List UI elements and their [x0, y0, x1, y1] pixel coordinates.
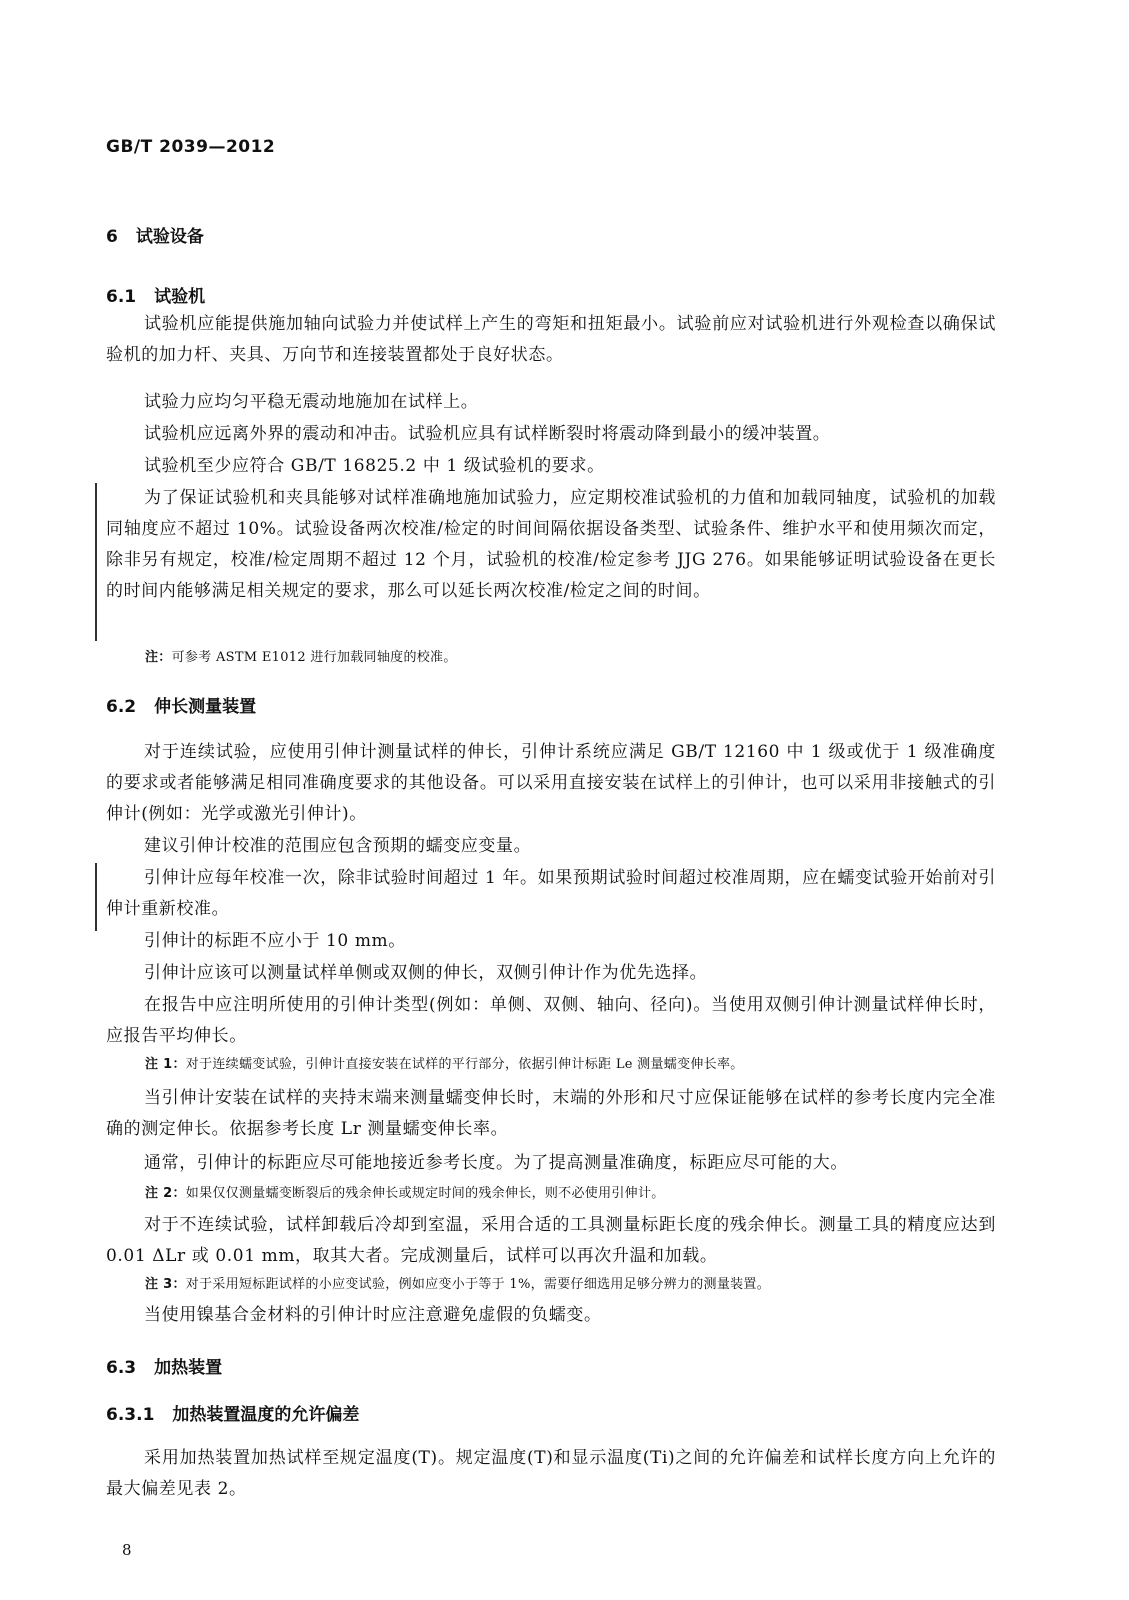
- section-title: 加热装置温度的允许偏差: [172, 1405, 360, 1425]
- revision-bar: [95, 863, 97, 931]
- section-6-3-heading: [106, 1353, 222, 1378]
- section-title: 加热装置: [154, 1358, 223, 1378]
- paragraph: 采用加热装置加热试样至规定温度(T)。规定温度(T)和显示温度(Ti)之间的允许偏差和试样长度方向上允许的最大偏差见表 2。: [106, 1448, 996, 1499]
- note-text: 可参考 ASTM E1012 进行加载同轴度的校准。: [171, 650, 457, 665]
- section-number: 6.2: [106, 697, 137, 717]
- note-text: 如果仅仅测量蠕变断裂后的残余伸长或规定时间的残余伸长，则不必使用引伸计。: [185, 1186, 665, 1201]
- note-text: 对于连续蠕变试验，引伸计直接安装在试样的平行部分，依据引伸计标距 Le 测量蠕变伸长率。: [185, 1057, 744, 1072]
- paragraph: 为了保证试验机和夹具能够对试样准确地施加试验力，应定期校准试验机的力值和加载同轴度，试验机的加载同轴度应不超过 10%。试验设备两次校准/检定的时间间隔依据设备类型、试验条件、维护水平和使用频次而定，除非另有规定，校准/检定周期不超过 12 个月，试验机的校准/检定参考 JJG 276。如果能够证明试验设备在更长的时间内能够满足相关规定的要求，那么可以延长两次校准/检定之间的时间。: [106, 488, 996, 601]
- paragraph: 当使用镍基合金材料的引伸计时应注意避免虚假的负蠕变。: [144, 1305, 602, 1325]
- standard-header: GB/T 2039—2012: [106, 137, 276, 157]
- paragraph: 对于连续试验，应使用引伸计测量试样的伸长，引伸计系统应满足 GB/T 12160 中 1 级或优于 1 级准确度的要求或者能够满足相同准确度要求的其他设备。可以采用直接安装在试样上的引伸计，也可以采用非接触式的引伸计(例如：光学或激光引伸计)。: [106, 742, 996, 824]
- note-3: [145, 1275, 995, 1295]
- note-text: 对于采用短标距试样的小应变试验，例如应变小于等于 1%，需要仔细选用足够分辨力的测量装置。: [185, 1277, 771, 1292]
- paragraph: 对于不连续试验，试样卸载后冷却到室温，采用合适的工具测量标距长度的残余伸长。测量工具的精度应达到 0.01 ΔLr 或 0.01 mm，取其大者。完成测量后，试样可以再次升温和加载。: [106, 1215, 996, 1266]
- note-1: [145, 1055, 995, 1075]
- note-2: [145, 1184, 995, 1204]
- note-label: 注 2：: [145, 1186, 186, 1201]
- section-title: 伸长测量装置: [154, 697, 257, 717]
- paragraph: 建议引伸计校准的范围应包含预期的蠕变应变量。: [144, 836, 532, 856]
- section-number: 6.1: [106, 287, 137, 307]
- section-6-1-heading: [106, 282, 205, 307]
- paragraph: 试验机应远离外界的震动和冲击。试验机应具有试样断裂时将震动降到最小的缓冲装置。: [144, 424, 831, 444]
- note-label: 注 1：: [145, 1057, 186, 1072]
- note-label: 注 3：: [145, 1277, 186, 1292]
- section-6-heading: [106, 222, 204, 247]
- paragraph: 引伸计的标距不应小于 10 mm。: [144, 931, 406, 951]
- paragraph: 试验力应均匀平稳无震动地施加在试样上。: [144, 392, 479, 412]
- paragraph: 通常，引伸计的标距应尽可能地接近参考长度。为了提高测量准确度，标距应尽可能的大。: [144, 1153, 848, 1173]
- page-number: 8: [122, 1541, 132, 1559]
- section-number: 6.3.1: [106, 1405, 155, 1425]
- paragraph: 引伸计应每年校准一次，除非试验时间超过 1 年。如果预期试验时间超过校准周期，应在蠕变试验开始前对引伸计重新校准。: [106, 868, 996, 919]
- revision-bar: [95, 483, 97, 641]
- section-title: 试验机: [154, 287, 206, 307]
- section-6-2-heading: [106, 692, 256, 717]
- paragraph: 在报告中应注明所使用的引伸计类型(例如：单侧、双侧、轴向、径向)。当使用双侧引伸计测量试样伸长时，应报告平均伸长。: [106, 995, 996, 1046]
- note-label: 注：: [145, 650, 172, 665]
- section-6-3-1-heading: [106, 1400, 359, 1425]
- section-number: 6: [106, 227, 118, 247]
- section-number: 6.3: [106, 1358, 137, 1378]
- section-title: 试验设备: [135, 227, 204, 247]
- note: [145, 648, 995, 668]
- paragraph: 引伸计应该可以测量试样单侧或双侧的伸长，双侧引伸计作为优先选择。: [144, 963, 708, 983]
- paragraph: 试验机至少应符合 GB/T 16825.2 中 1 级试验机的要求。: [144, 456, 605, 476]
- paragraph: 试验机应能提供施加轴向试验力并使试样上产生的弯矩和扭矩最小。试验前应对试验机进行外观检查以确保试验机的加力杆、夹具、万向节和连接装置都处于良好状态。: [106, 314, 996, 365]
- paragraph: 当引伸计安装在试样的夹持末端来测量蠕变伸长时，末端的外形和尺寸应保证能够在试样的参考长度内完全准确的测定伸长。依据参考长度 Lr 测量蠕变伸长率。: [106, 1088, 996, 1139]
